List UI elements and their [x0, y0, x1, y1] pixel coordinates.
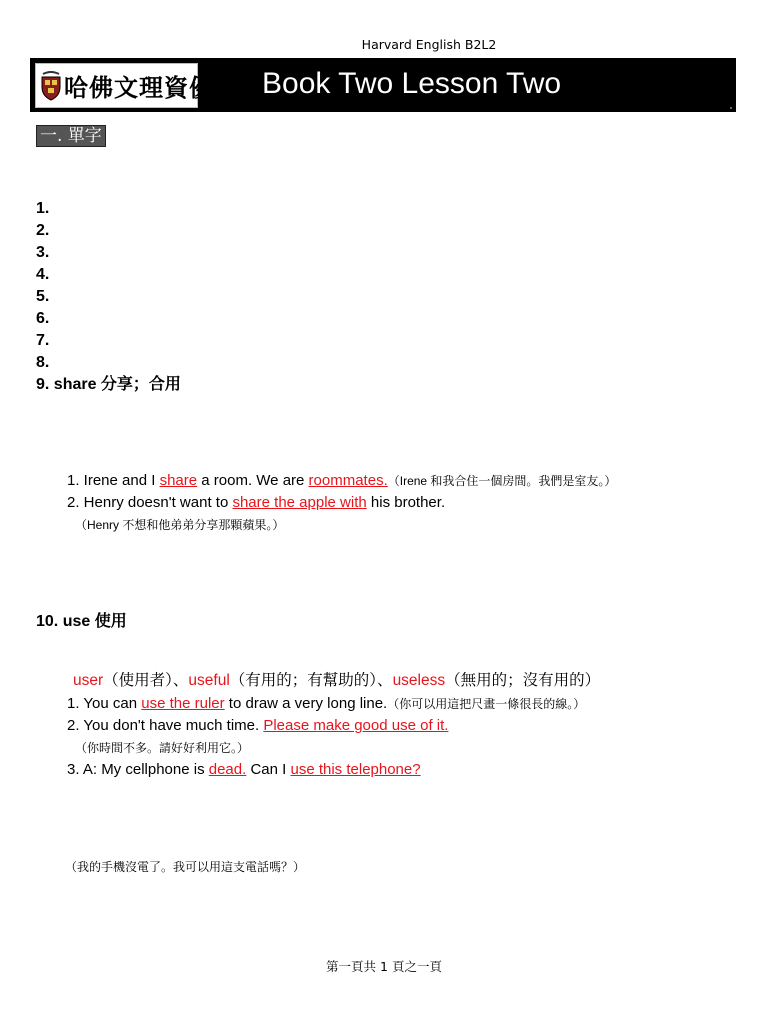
highlight-text: use this telephone? [290, 761, 421, 778]
example-text: 3. A: My cellphone is [67, 761, 209, 778]
derivative-gloss: （使用者）、 [103, 672, 189, 689]
school-logo [35, 63, 214, 108]
title-banner [30, 58, 736, 112]
example-text: 1. Irene and I [67, 472, 160, 489]
example-text: 2. Henry doesn't want to [67, 494, 233, 511]
section-label: 一. 單字 [36, 125, 106, 147]
page-footer: 第一頁共 1 頁之一頁 [326, 959, 442, 974]
crest-icon [40, 71, 62, 101]
highlight-text: Please make good use of it. [263, 717, 449, 734]
logo-text: 哈佛文理資優 [64, 73, 214, 102]
list-number-2: 2. [36, 222, 50, 239]
highlight-text: share [159, 472, 198, 489]
example-text: his brother. [366, 494, 446, 511]
word-heading-share: 9. share 分享；合用 [36, 376, 181, 393]
example-use-2 [67, 716, 448, 736]
running-header: Harvard English B2L2 [361, 37, 497, 52]
translation-note: （你可以用這把尺畫一條很長的線。） [387, 697, 586, 711]
list-number-7: 7. [36, 332, 50, 349]
example-use-3 [67, 760, 421, 780]
derivative-word: useless [392, 672, 446, 689]
example-text: 1. You can [67, 695, 142, 712]
example-share-2 [67, 493, 445, 513]
highlight-text: use the ruler [141, 695, 225, 712]
list-number-6: 6. [36, 310, 50, 327]
example-share-1 [67, 471, 616, 491]
list-number-1: 1. [36, 200, 50, 217]
page-title: Book Two Lesson Two [262, 67, 562, 100]
derivative-word: user [73, 672, 104, 689]
example-text: 2. You don't have much time. [67, 717, 264, 734]
example-use-1 [67, 694, 585, 714]
list-number-8: 8. [36, 354, 50, 371]
derivatives-line [73, 671, 600, 691]
translation-note: （Irene 和我合住一個房間。我們是室友。） [387, 474, 617, 488]
translation-note: （你時間不多。請好好利用它。） [75, 741, 250, 755]
list-number-4: 4. [36, 266, 50, 283]
derivative-word: useful [188, 672, 230, 689]
list-number-5: 5. [36, 288, 50, 305]
translation-note: （我的手機沒電了。我可以用這支電話嗎？） [65, 860, 306, 874]
highlight-text: share the apple with [232, 494, 367, 511]
word-heading-use: 10. use 使用 [36, 613, 127, 630]
example-text: a room. We are [197, 472, 309, 489]
derivative-gloss: （無用的；沒有用的） [445, 672, 601, 689]
highlight-text: dead. [208, 761, 247, 778]
highlight-text: roommates. [308, 472, 388, 489]
example-text: to draw a very long line. [224, 695, 388, 712]
list-number-3: 3. [36, 244, 50, 261]
example-text: Can I [246, 761, 291, 778]
translation-note: （Henry 不想和他弟弟分享那顆蘋果。） [75, 518, 285, 532]
derivative-gloss: （有用的；有幫助的）、 [229, 672, 393, 689]
decorative-dot [730, 107, 732, 109]
